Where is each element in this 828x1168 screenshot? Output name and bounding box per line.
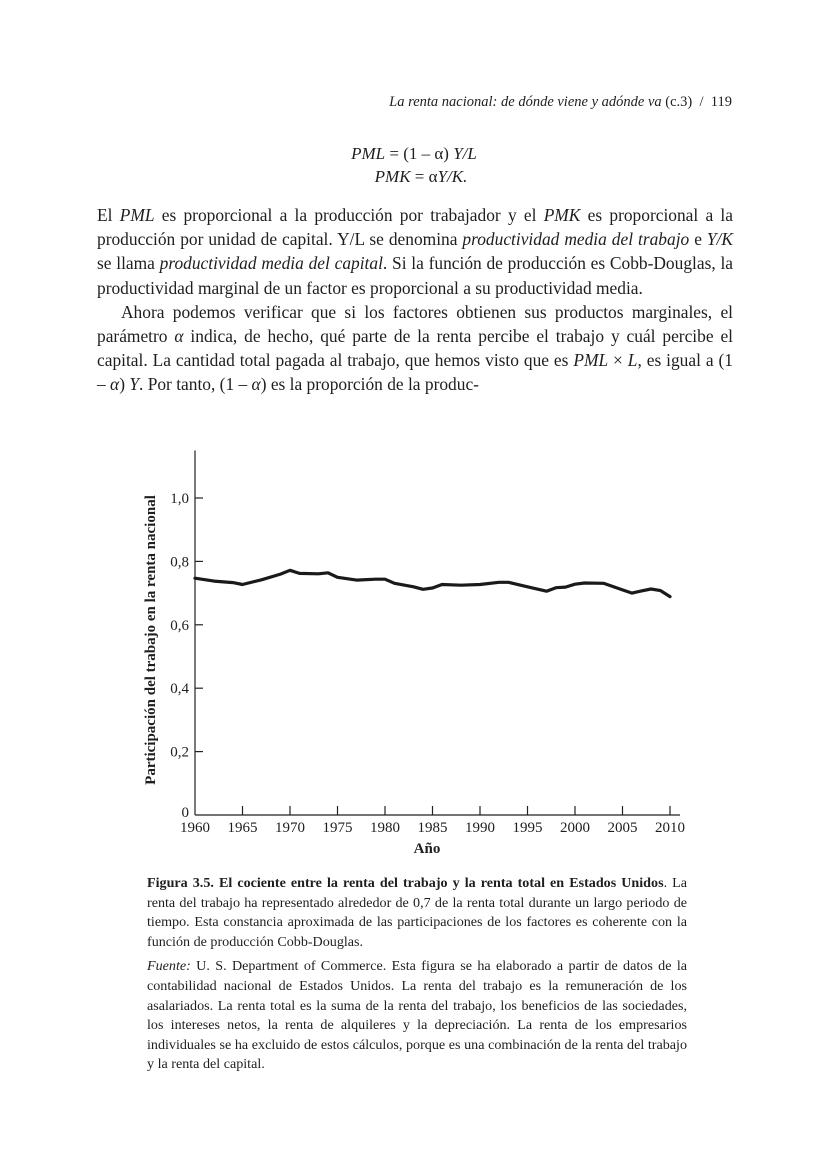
figure-caption	[147, 874, 687, 1080]
eq-term: α	[434, 144, 444, 163]
text: productividad media del trabajo	[462, 229, 690, 250]
source-text: U. S. Department of Commerce. Esta figura se ha elaborado a partir de datos de la contabilidad nacional de Estados Unidos. La renta del trabajo es la remuneración de los asalariados. La renta total es la suma de la renta del trabajo, los beneficios de las sociedades, los intereses netos, la renta de alquileres y la depreciación. La renta de los empresarios individuales se ha excluido de estos cálculos, porque es una combinación de la renta del trabajo y la renta del capital.	[147, 958, 687, 1073]
header-separator: /	[699, 94, 704, 110]
text: ×	[608, 350, 628, 371]
text: se llama	[97, 253, 160, 274]
eq-term: =	[410, 167, 429, 186]
eq-term: Y/L	[453, 144, 477, 163]
text: Y/K	[706, 229, 733, 250]
x-tick-label: 1990	[465, 820, 495, 836]
x-tick-label: 1980	[370, 820, 400, 836]
eq-term: = (1 –	[385, 144, 435, 163]
x-tick-label: 2005	[607, 820, 638, 836]
y-tick-label: 1,0	[170, 491, 189, 507]
x-tick-label: 2000	[560, 820, 590, 836]
caption-body: . La renta del trabajo ha representado alrededor de 0,7 de la renta total durante un largo periodo de tiempo. Esta constancia aproximada de las participaciones de los factores es coherente con la función de producción Cobb-Douglas.	[147, 875, 688, 950]
text: α	[110, 374, 120, 395]
text: . Si la función de producción es Cobb-Douglas, la productividad marginal de un factor es proporcional a su productividad media.	[97, 253, 734, 298]
text: PML	[573, 350, 609, 371]
caption-title: Figura 3.5. El cociente entre la renta del trabajo y la renta total en Estados Unidos	[147, 875, 664, 891]
text: PML	[119, 205, 155, 225]
eq-term: α	[428, 167, 438, 186]
y-tick-label: 0,2	[170, 744, 189, 761]
text: es proporcional a la producción por unidad de capital. Y/L se denomina	[97, 205, 733, 250]
y-axis-label: Participación del trabajo en la renta nacional	[143, 495, 159, 785]
x-tick-label: 1975	[322, 820, 353, 836]
page-number: 119	[710, 94, 732, 110]
text: PMK	[543, 205, 581, 225]
x-tick-label: 1965	[227, 820, 258, 836]
text: El	[97, 205, 120, 225]
y-tick-label: 0,6	[170, 617, 189, 634]
text: ) es la proporción de la produc-	[260, 374, 479, 395]
labor-share-line	[195, 570, 670, 596]
x-tick-label: 1970	[275, 820, 305, 836]
x-axis-label: Año	[413, 841, 441, 857]
header-title: La renta nacional: de dónde viene y adónde va	[389, 94, 662, 110]
y-tick-label: 0,8	[170, 554, 189, 571]
y-tick-label: 0	[181, 805, 189, 821]
x-tick-label: 1960	[180, 820, 210, 836]
eq-term: )	[443, 144, 454, 163]
source-label: Fuente:	[147, 958, 191, 975]
y-tick-label: 0,4	[170, 681, 189, 698]
eq-term: Y/K.	[437, 167, 468, 186]
text: productividad media del capital	[159, 253, 383, 274]
x-tick-label: 1985	[417, 820, 448, 836]
text: Ahora podemos verificar que si los factores obtienen sus productos marginales, el parámetro	[97, 301, 733, 347]
text: )	[119, 374, 130, 395]
text: indica, de hecho, qué parte de la renta percibe el trabajo y cuál percibe el capital. La cantidad total pagada al trabajo, que hemos visto que es	[97, 326, 733, 371]
eq-term: PML	[351, 144, 386, 163]
x-tick-label: 2010	[655, 820, 685, 836]
text: α	[174, 326, 184, 347]
text: es proporcional a la producción por trabajador y el	[154, 205, 544, 225]
header-chapter: (c.3)	[665, 94, 693, 110]
eq-term: PMK	[374, 167, 411, 186]
text: L	[627, 350, 638, 371]
text: . Por tanto, (1 –	[139, 374, 252, 395]
text: e	[689, 229, 707, 250]
text: α	[251, 374, 261, 395]
x-tick-label: 1995	[512, 820, 543, 836]
text: , es igual a (1 –	[97, 350, 733, 395]
text: Y	[129, 374, 139, 395]
